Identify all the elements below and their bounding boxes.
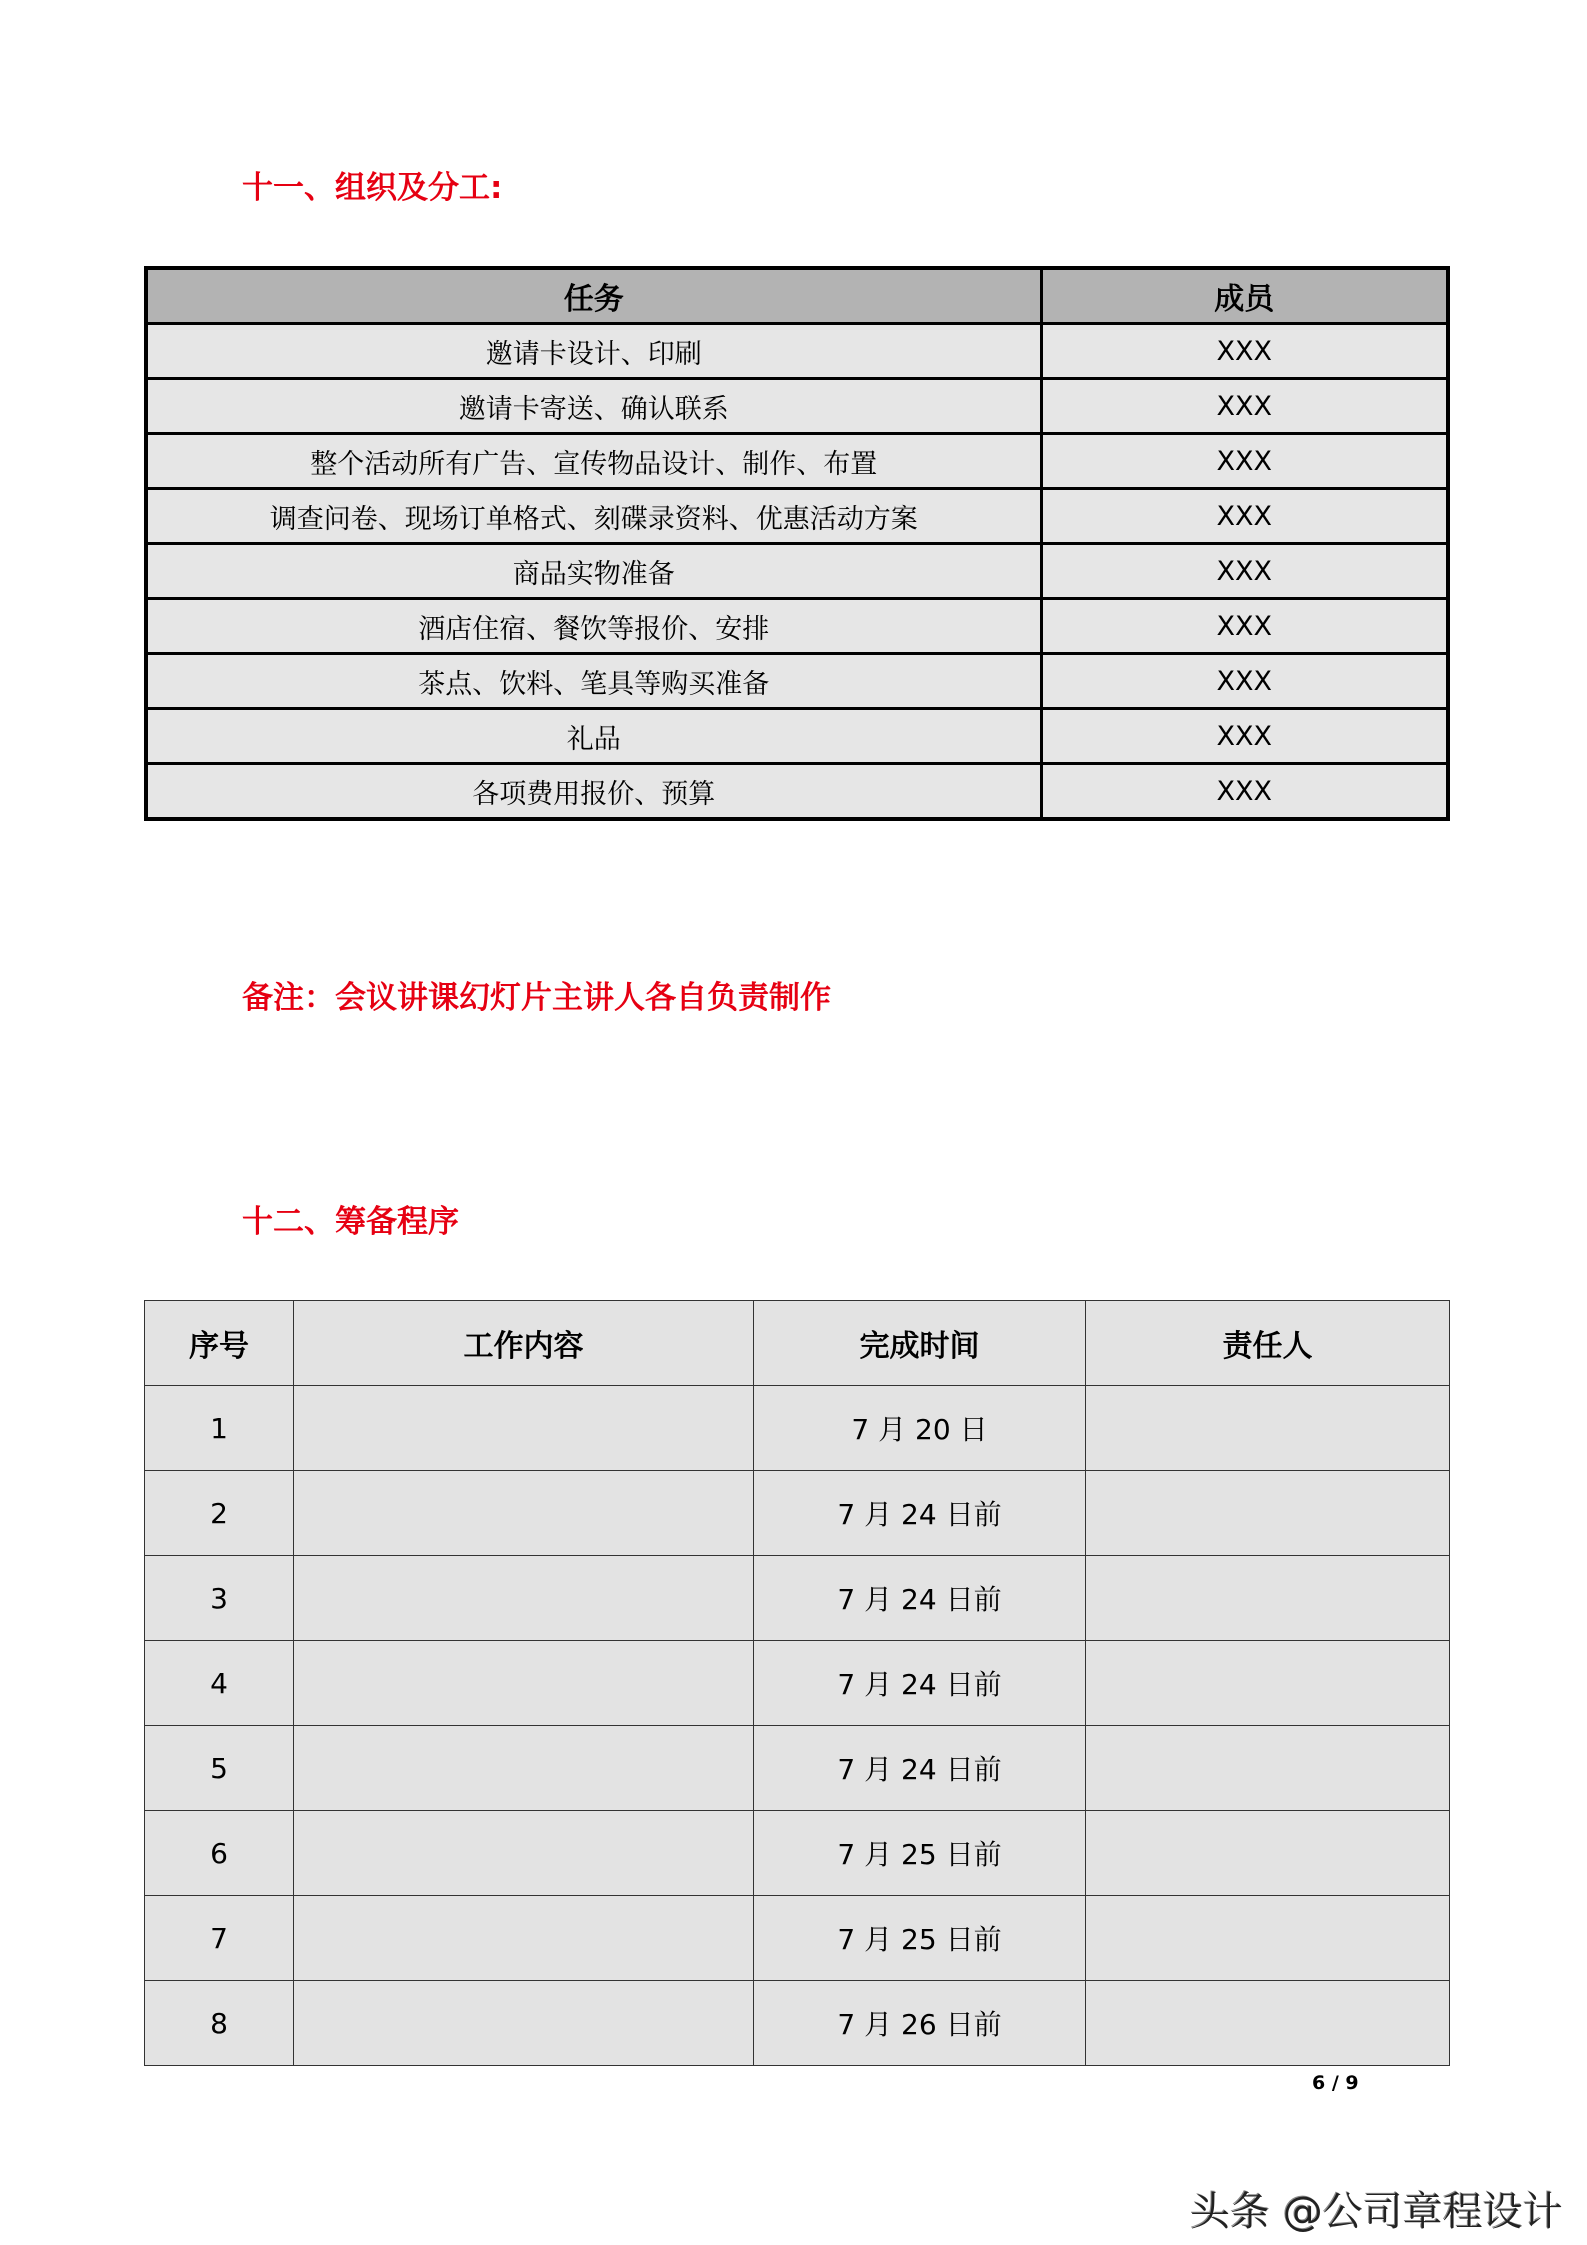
- task-cell: 邀请卡设计、印刷: [146, 324, 1041, 379]
- table-row: [145, 1896, 1450, 1981]
- header-owner: 责任人: [1086, 1301, 1450, 1386]
- owner-cell: [1086, 1726, 1450, 1811]
- task-cell: 邀请卡寄送、确认联系: [146, 379, 1041, 434]
- task-cell: 茶点、饮料、笔具等购买准备: [146, 654, 1041, 709]
- page-number: 6 / 9: [1312, 2072, 1359, 2094]
- table-row: [146, 434, 1448, 489]
- header-index: 序号: [145, 1301, 294, 1386]
- table-row: [145, 1811, 1450, 1896]
- member-cell: XXX: [1041, 324, 1448, 379]
- watermark: 头条 @公司章程设计: [1190, 2189, 1563, 2235]
- task-cell: 各项费用报价、预算: [146, 764, 1041, 820]
- owner-cell: [1086, 1811, 1450, 1896]
- owner-cell: [1086, 1981, 1450, 2066]
- member-cell: XXX: [1041, 544, 1448, 599]
- table-row: [145, 1981, 1450, 2066]
- owner-cell: [1086, 1386, 1450, 1471]
- header-member: 成员: [1041, 268, 1448, 324]
- index-cell: 5: [145, 1726, 294, 1811]
- section-11-heading: 十一、组织及分工:: [242, 170, 503, 206]
- table-row: [145, 1386, 1450, 1471]
- deadline-cell: 7 月 24 日前: [754, 1556, 1086, 1641]
- header-deadline: 完成时间: [754, 1301, 1086, 1386]
- task-cell: 调查问卷、现场订单格式、刻碟录资料、优惠活动方案: [146, 489, 1041, 544]
- deadline-cell: 7 月 24 日前: [754, 1726, 1086, 1811]
- table-row: [146, 599, 1448, 654]
- owner-cell: [1086, 1896, 1450, 1981]
- table-row: [145, 1726, 1450, 1811]
- table-row: [146, 379, 1448, 434]
- owner-cell: [1086, 1471, 1450, 1556]
- member-cell: XXX: [1041, 599, 1448, 654]
- task-cell: 整个活动所有广告、宣传物品设计、制作、布置: [146, 434, 1041, 489]
- index-cell: 2: [145, 1471, 294, 1556]
- table-row: [145, 1556, 1450, 1641]
- table-row: [145, 1471, 1450, 1556]
- deadline-cell: 7 月 26 日前: [754, 1981, 1086, 2066]
- table-row: [146, 709, 1448, 764]
- preparation-table: [144, 1300, 1450, 2066]
- index-cell: 3: [145, 1556, 294, 1641]
- task-cell: 酒店住宿、餐饮等报价、安排: [146, 599, 1041, 654]
- task-cell: 礼品: [146, 709, 1041, 764]
- note-text: 备注：会议讲课幻灯片主讲人各自负责制作: [242, 980, 831, 1016]
- content-cell: [294, 1641, 754, 1726]
- task-cell: 商品实物准备: [146, 544, 1041, 599]
- table-row: [146, 324, 1448, 379]
- deadline-cell: 7 月 24 日前: [754, 1641, 1086, 1726]
- content-cell: [294, 1471, 754, 1556]
- table-row: [146, 764, 1448, 820]
- deadline-cell: 7 月 25 日前: [754, 1896, 1086, 1981]
- index-cell: 4: [145, 1641, 294, 1726]
- section-12-heading: 十二、筹备程序: [242, 1204, 459, 1240]
- content-cell: [294, 1896, 754, 1981]
- member-cell: XXX: [1041, 654, 1448, 709]
- content-cell: [294, 1556, 754, 1641]
- index-cell: 1: [145, 1386, 294, 1471]
- content-cell: [294, 1981, 754, 2066]
- owner-cell: [1086, 1641, 1450, 1726]
- organization-table: [144, 266, 1450, 821]
- deadline-cell: 7 月 24 日前: [754, 1471, 1086, 1556]
- index-cell: 7: [145, 1896, 294, 1981]
- content-cell: [294, 1386, 754, 1471]
- content-cell: [294, 1726, 754, 1811]
- member-cell: XXX: [1041, 764, 1448, 820]
- member-cell: XXX: [1041, 434, 1448, 489]
- owner-cell: [1086, 1556, 1450, 1641]
- member-cell: XXX: [1041, 379, 1448, 434]
- table-row: [146, 654, 1448, 709]
- member-cell: XXX: [1041, 489, 1448, 544]
- table-row: [146, 489, 1448, 544]
- table-row: [145, 1641, 1450, 1726]
- deadline-cell: 7 月 20 日: [754, 1386, 1086, 1471]
- index-cell: 8: [145, 1981, 294, 2066]
- content-cell: [294, 1811, 754, 1896]
- deadline-cell: 7 月 25 日前: [754, 1811, 1086, 1896]
- header-task: 任务: [146, 268, 1041, 324]
- header-content: 工作内容: [294, 1301, 754, 1386]
- index-cell: 6: [145, 1811, 294, 1896]
- member-cell: XXX: [1041, 709, 1448, 764]
- table-row: [146, 544, 1448, 599]
